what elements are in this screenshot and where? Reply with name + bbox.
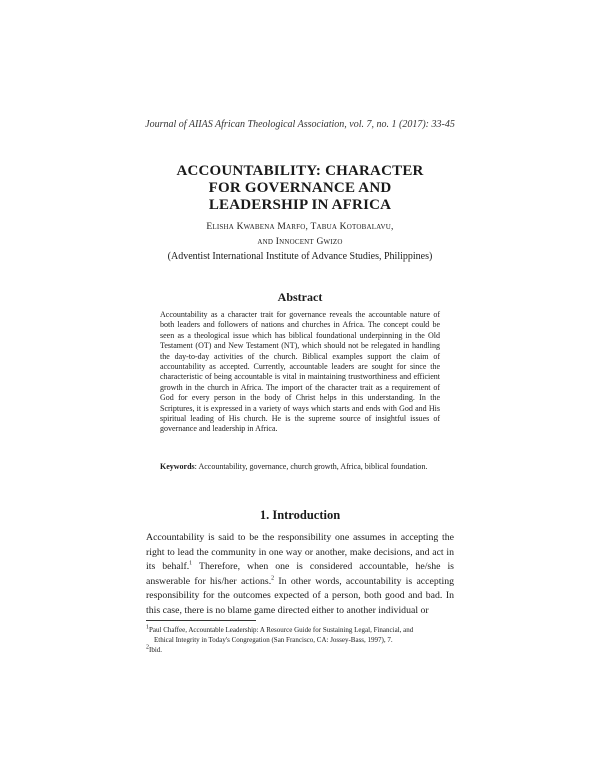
footnote xyxy=(146,646,454,656)
keywords-label: Keywords xyxy=(160,462,195,471)
title-line: FOR GOVERNANCE AND xyxy=(208,180,392,196)
footnotes xyxy=(146,626,454,657)
abstract-heading: Abstract xyxy=(277,290,323,304)
section-heading-introduction: 1. Introduction xyxy=(259,508,341,522)
footnote-divider xyxy=(146,620,256,621)
journal-citation: Journal of AIIAS African Theological Association, vol. 7, no. 1 (2017): 33-45 xyxy=(145,119,455,130)
keywords xyxy=(160,462,440,472)
footnote-text: Ethical Integrity in Today's Congregation (San Francisco, CA: Jossey-Bass, 1997), 7. xyxy=(154,635,393,644)
footnote-number: 1 xyxy=(146,624,149,631)
footnote-number: 2 xyxy=(146,644,149,651)
intro-text: Therefore, when one is considered accountable, he/she is answerable for his/her actions. xyxy=(146,561,454,587)
introduction-paragraph xyxy=(146,531,454,619)
authors-line: and Innocent Gwizo xyxy=(257,237,343,247)
footnote-ref[interactable]: 1 xyxy=(189,560,193,567)
author-list xyxy=(0,220,600,250)
authors-line: Elisha Kwabena Marfo, Tabua Kotobalavu, xyxy=(206,222,394,232)
intro-text: Accountability is said to be the responsibility one assumes in accepting the right to lead the community in one way or another, make decisions, and act in its behalf. xyxy=(146,532,454,573)
keywords-text: : Accountability, governance, church growth, Africa, biblical foundation. xyxy=(194,462,428,471)
footnote-text: Ibid. xyxy=(149,646,163,654)
footnote-text: Paul Chaffee, Accountable Leadership: A Resource Guide for Sustaining Legal, Financial, and xyxy=(149,626,414,634)
abstract-body: Accountability as a character trait for governance reveals the accountable nature of both leaders and followers of nations and churches in Africa. The concept could be seen as a theological issue which has biblical foundational underpinning in the Old Testament (OT) and New Testament (NT), which should not be relegated in handling the day-to-day activities of the church. Biblical examples support the claim of accountability as accepted. Currently, accountable leaders are sought for since the characteristic of being accountable is vital in maintaining trustworthiness and efficient growth in the church in Africa. The import of the character trait as a requirement of God for every person in the body of Christ helps in this understanding. In the Scriptures, it is expressed in a variety of ways which starts and ends with God and His spiritual leading of His church. He is the supreme source of insightful issues of governance and leadership in Africa. xyxy=(160,310,440,434)
footnote-ref[interactable]: 2 xyxy=(271,575,275,582)
affiliation: (Adventist International Institute of Advance Studies, Philippines) xyxy=(167,251,433,262)
intro-text: In other words, accountability is accepting responsibility for the outcomes expected of a person, both good and bad. In this case, there is no blame game directed either to another individual or xyxy=(146,575,454,616)
title-line: LEADERSHIP IN AFRICA xyxy=(208,197,392,213)
article-title xyxy=(0,163,600,214)
footnote xyxy=(146,626,454,645)
title-line: ACCOUNTABILITY: CHARACTER xyxy=(176,163,424,179)
